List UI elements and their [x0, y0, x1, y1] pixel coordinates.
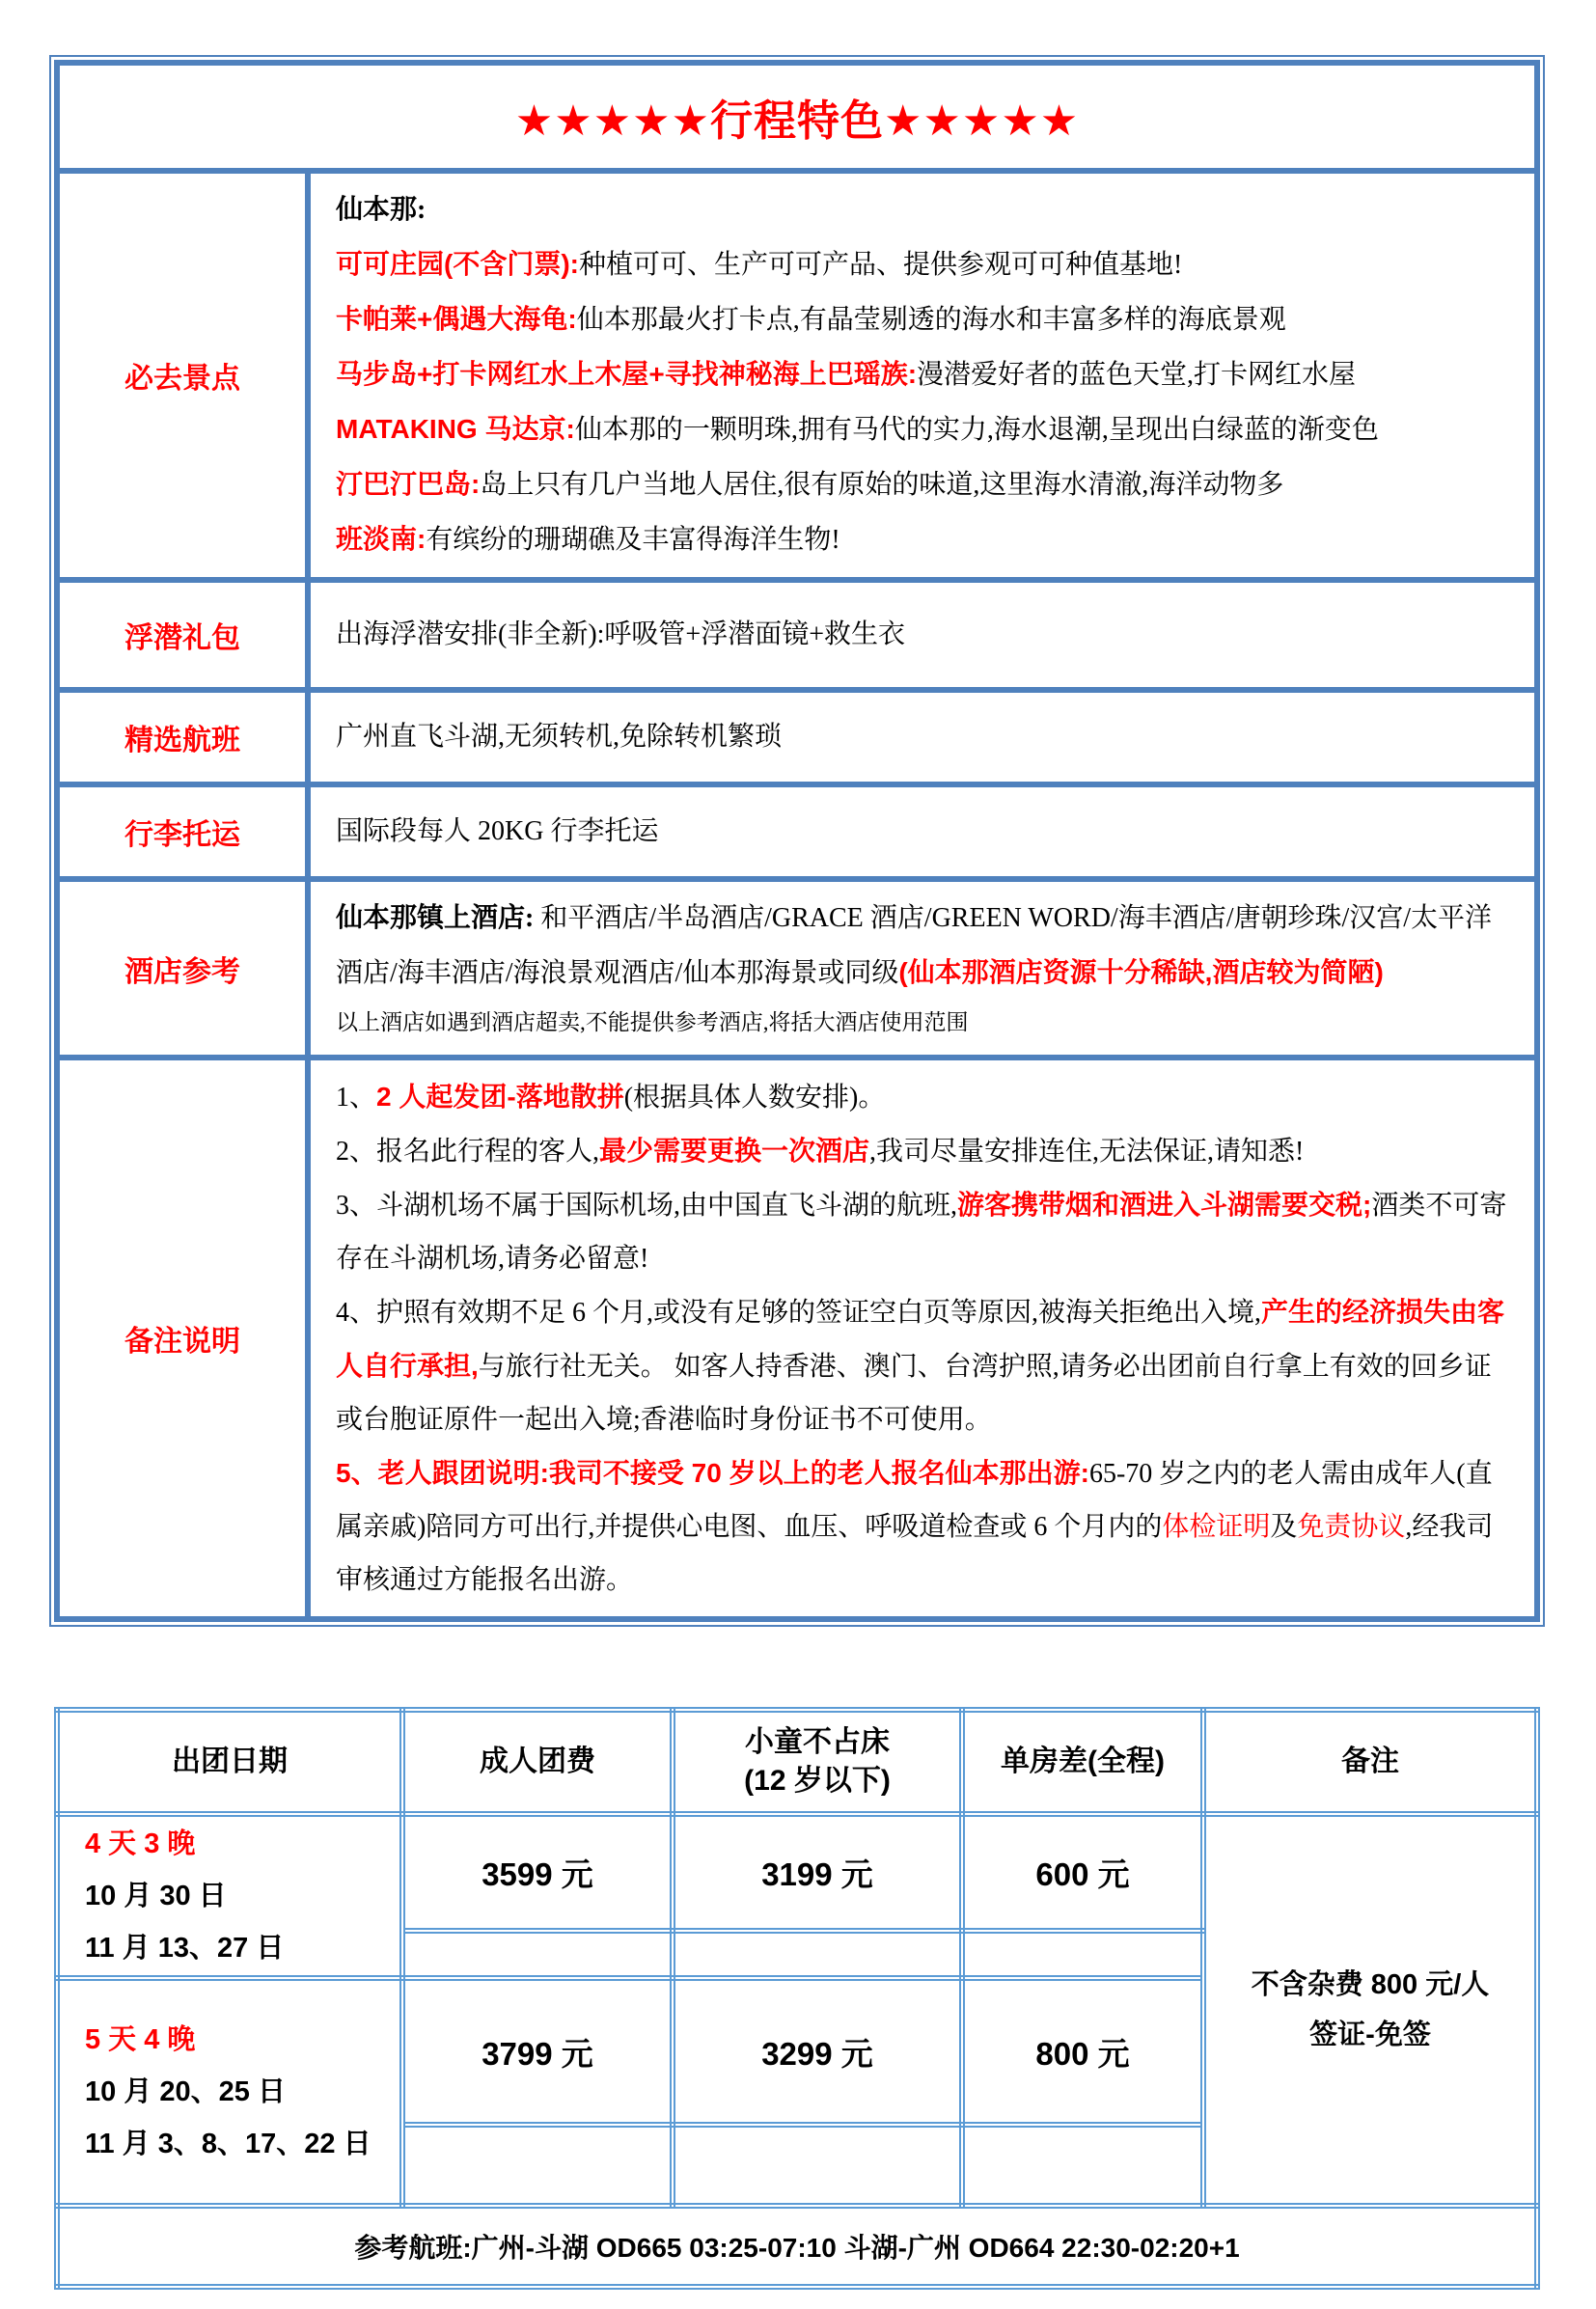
text-segment: 3、斗湖机场不属于国际机场,由中国直飞斗湖的航班, [336, 1191, 958, 1221]
text-line [336, 457, 1509, 512]
row-must-see-spots [57, 171, 1537, 580]
text-segment: 出海浮潜安排(非全新):呼吸管+浮潜面镜+救生衣 [336, 619, 906, 649]
price-header-row [57, 1710, 1537, 1814]
text-segment: MATAKING 马达京: [336, 414, 575, 444]
price-table [54, 1707, 1540, 2290]
text-segment: 免责协议 [1297, 1512, 1406, 1542]
row-label-remarks: 备注说明 [57, 1058, 308, 1619]
single-supplement-5d4n: 800 元 [962, 1978, 1203, 2125]
col-header-text: 单房差(全程) [1001, 1745, 1165, 1777]
note-line: 签证-免签 [1309, 2020, 1431, 2050]
text-segment: 体检证明 [1162, 1512, 1271, 1542]
text-segment: 5、老人跟团说明:我司不接受 70 岁以上的老人报名仙本那出游: [336, 1458, 1089, 1488]
text-segment: (根据具体人数安排)。 [623, 1083, 886, 1113]
col-header-departure-date [57, 1710, 402, 1814]
row-hotel-reference [57, 879, 1537, 1058]
reference-flight-info: 参考航班:广州-斗湖 OD665 03:25-07:10 斗湖-广州 OD664 22:30-02:20+1 [57, 2206, 1537, 2287]
row-label-snorkel-package: 浮潜礼包 [57, 580, 308, 690]
row-label-must-see-spots: 必去景点 [57, 171, 308, 580]
tour-duration: 5 天 4 晚 [85, 2024, 196, 2055]
departure-date: 10 月 20、25 日 [85, 2076, 286, 2107]
text-segment: 4、护照有效期不足 6 个月,或没有足够的签证空白页等原因,被海关拒绝出入境, [336, 1298, 1262, 1328]
row-baggage-allowance [57, 784, 1537, 879]
text-segment: 马步岛+打卡网红水上木屋+寻找神秘海上巴瑶族: [336, 359, 918, 389]
price-notes [1203, 1814, 1537, 2206]
text-segment: 种植可可、生产可可产品、提供参观可可种值基地! [578, 250, 1183, 280]
text-segment: 65-70 岁之内的老人需由成年人(直属亲戚)陪同方可出行,并提供心电图、血压、呼吸道检查或 6 个月内的 [336, 1459, 1493, 1542]
departure-date: 11 月 13、27 日 [85, 1933, 285, 1964]
text-segment: 可可庄园(不含门票): [336, 249, 579, 279]
empty-cell [402, 1931, 673, 1978]
row-label-hotel-reference: 酒店参考 [57, 879, 308, 1058]
row-selected-flights [57, 690, 1537, 784]
empty-cell [402, 2125, 673, 2206]
child-price-4d3n: 3199 元 [673, 1814, 962, 1931]
text-segment: 产生的经济损失由客人自行承担, [336, 1297, 1505, 1381]
row-content-baggage-allowance [308, 784, 1537, 879]
empty-cell [673, 1931, 962, 1978]
child-price-5d4n: 3299 元 [673, 1978, 962, 2125]
title-row [57, 63, 1537, 171]
text-segment: ,经我司审核通过方能报名出游。 [336, 1512, 1494, 1595]
row-snorkel-package [57, 580, 1537, 690]
text-line [336, 892, 1509, 1001]
price-row-4d3n [57, 1814, 1537, 1931]
single-supplement-4d3n: 600 元 [962, 1814, 1203, 1931]
adult-price-5d4n: 3799 元 [402, 1978, 673, 2125]
departure-dates-4d3n [57, 1814, 402, 1978]
text-segment: 和平酒店/半岛酒店/GRACE 酒店/GREEN WORD/海丰酒店/唐朝珍珠/汉宫/太平洋酒店/海丰酒店/海浪景观酒店/仙本那海景或同级 [336, 903, 1493, 988]
text-segment: 仙本那: [336, 195, 427, 225]
departure-dates-5d4n [57, 1978, 402, 2206]
text-segment: 以上酒店如遇到酒店超卖,不能提供参考酒店,将括大酒店使用范围 [336, 1010, 969, 1034]
row-content-hotel-reference [308, 879, 1537, 1058]
text-line [336, 237, 1509, 292]
itinerary-features-table [54, 60, 1540, 1622]
row-content-must-see-spots [308, 171, 1537, 580]
text-line [336, 512, 1509, 567]
col-header-single-supplement [962, 1710, 1203, 1814]
text-segment: 汀巴汀巴岛: [336, 469, 481, 499]
text-line [336, 347, 1509, 402]
empty-cell [962, 1931, 1203, 1978]
text-line [336, 1285, 1509, 1446]
tour-duration: 4 天 3 晚 [85, 1828, 196, 1859]
text-segment: 与旅行社无关。 如客人持香港、澳门、台湾护照,请务必出团前自行拿上有效的回乡证或台胞证原件一起出入境;香港临时身份证书不可使用。 [336, 1352, 1492, 1435]
text-segment: 2、报名此行程的客人, [336, 1137, 600, 1167]
text-segment: 游客携带烟和酒进入斗湖需要交税; [957, 1190, 1372, 1220]
row-label-selected-flights: 精选航班 [57, 690, 308, 784]
col-header-text: 出团日期 [172, 1745, 288, 1777]
departure-date: 11 月 3、8、17、22 日 [85, 2129, 371, 2159]
text-line [336, 1446, 1509, 1607]
text-line [336, 1070, 1509, 1124]
text-segment: 广州直飞斗湖,无须转机,免除转机繁琐 [336, 722, 783, 752]
text-segment: 岛上只有几户当地人居住,很有原始的味道,这里海水清澈,海洋动物多 [480, 470, 1284, 500]
col-header-text: 成人团费 [480, 1745, 595, 1777]
text-line [336, 292, 1509, 347]
text-segment: 仙本那的一颗明珠,拥有马代的实力,海水退潮,呈现出白绿蓝的渐变色 [574, 415, 1379, 445]
col-header-text: 小童不占床 [745, 1726, 890, 1758]
col-header-text: 备注 [1341, 1745, 1399, 1777]
empty-cell [673, 2125, 962, 2206]
text-line [336, 183, 1509, 237]
text-line [336, 1001, 1509, 1045]
text-line [336, 608, 1509, 662]
departure-date: 10 月 30 日 [85, 1881, 227, 1911]
text-segment: 漫潜爱好者的蓝色天堂,打卡网红水屋 [917, 360, 1357, 390]
text-segment: 1、 [336, 1083, 377, 1113]
text-segment: 酒类不可寄存在斗湖机场,请务必留意! [336, 1191, 1507, 1274]
row-remarks [57, 1058, 1537, 1619]
text-segment: 及 [1270, 1512, 1298, 1542]
text-line [336, 1178, 1509, 1285]
note-line: 不含杂费 800 元/人 [1251, 1969, 1490, 2000]
text-segment: ,我司尽量安排连住,无法保证,请知悉! [869, 1137, 1305, 1167]
col-header-notes [1203, 1710, 1537, 1814]
adult-price-4d3n: 3599 元 [402, 1814, 673, 1931]
row-content-remarks [308, 1058, 1537, 1619]
flight-info-row [57, 2206, 1537, 2287]
text-segment: 最少需要更换一次酒店 [599, 1136, 870, 1166]
empty-cell [962, 2125, 1203, 2206]
text-segment: 班淡南: [336, 524, 427, 554]
text-segment: 国际段每人 20KG 行李托运 [336, 816, 659, 846]
text-segment: 仙本那最火打卡点,有晶莹剔透的海水和丰富多样的海底景观 [576, 305, 1286, 335]
col-header-child-no-bed [673, 1710, 962, 1814]
text-line [336, 402, 1509, 457]
text-line [336, 1124, 1509, 1178]
row-content-selected-flights [308, 690, 1537, 784]
text-segment: 卡帕莱+偶遇大海龟: [336, 304, 577, 334]
col-header-adult-price [402, 1710, 673, 1814]
row-content-snorkel-package [308, 580, 1537, 690]
text-line [336, 710, 1509, 764]
text-segment: (仙本那酒店资源十分稀缺,酒店较为简陋) [898, 957, 1384, 987]
text-line [336, 805, 1509, 859]
text-segment: 有缤纷的珊瑚礁及丰富得海洋生物! [426, 525, 840, 555]
text-segment: 2 人起发团-落地散拼 [376, 1082, 624, 1112]
row-label-baggage-allowance: 行李托运 [57, 784, 308, 879]
col-header-subtext: (12 岁以下) [744, 1765, 891, 1797]
text-segment: 仙本那镇上酒店: [336, 903, 535, 933]
page-title: ★★★★★行程特色★★★★★ [57, 63, 1537, 171]
